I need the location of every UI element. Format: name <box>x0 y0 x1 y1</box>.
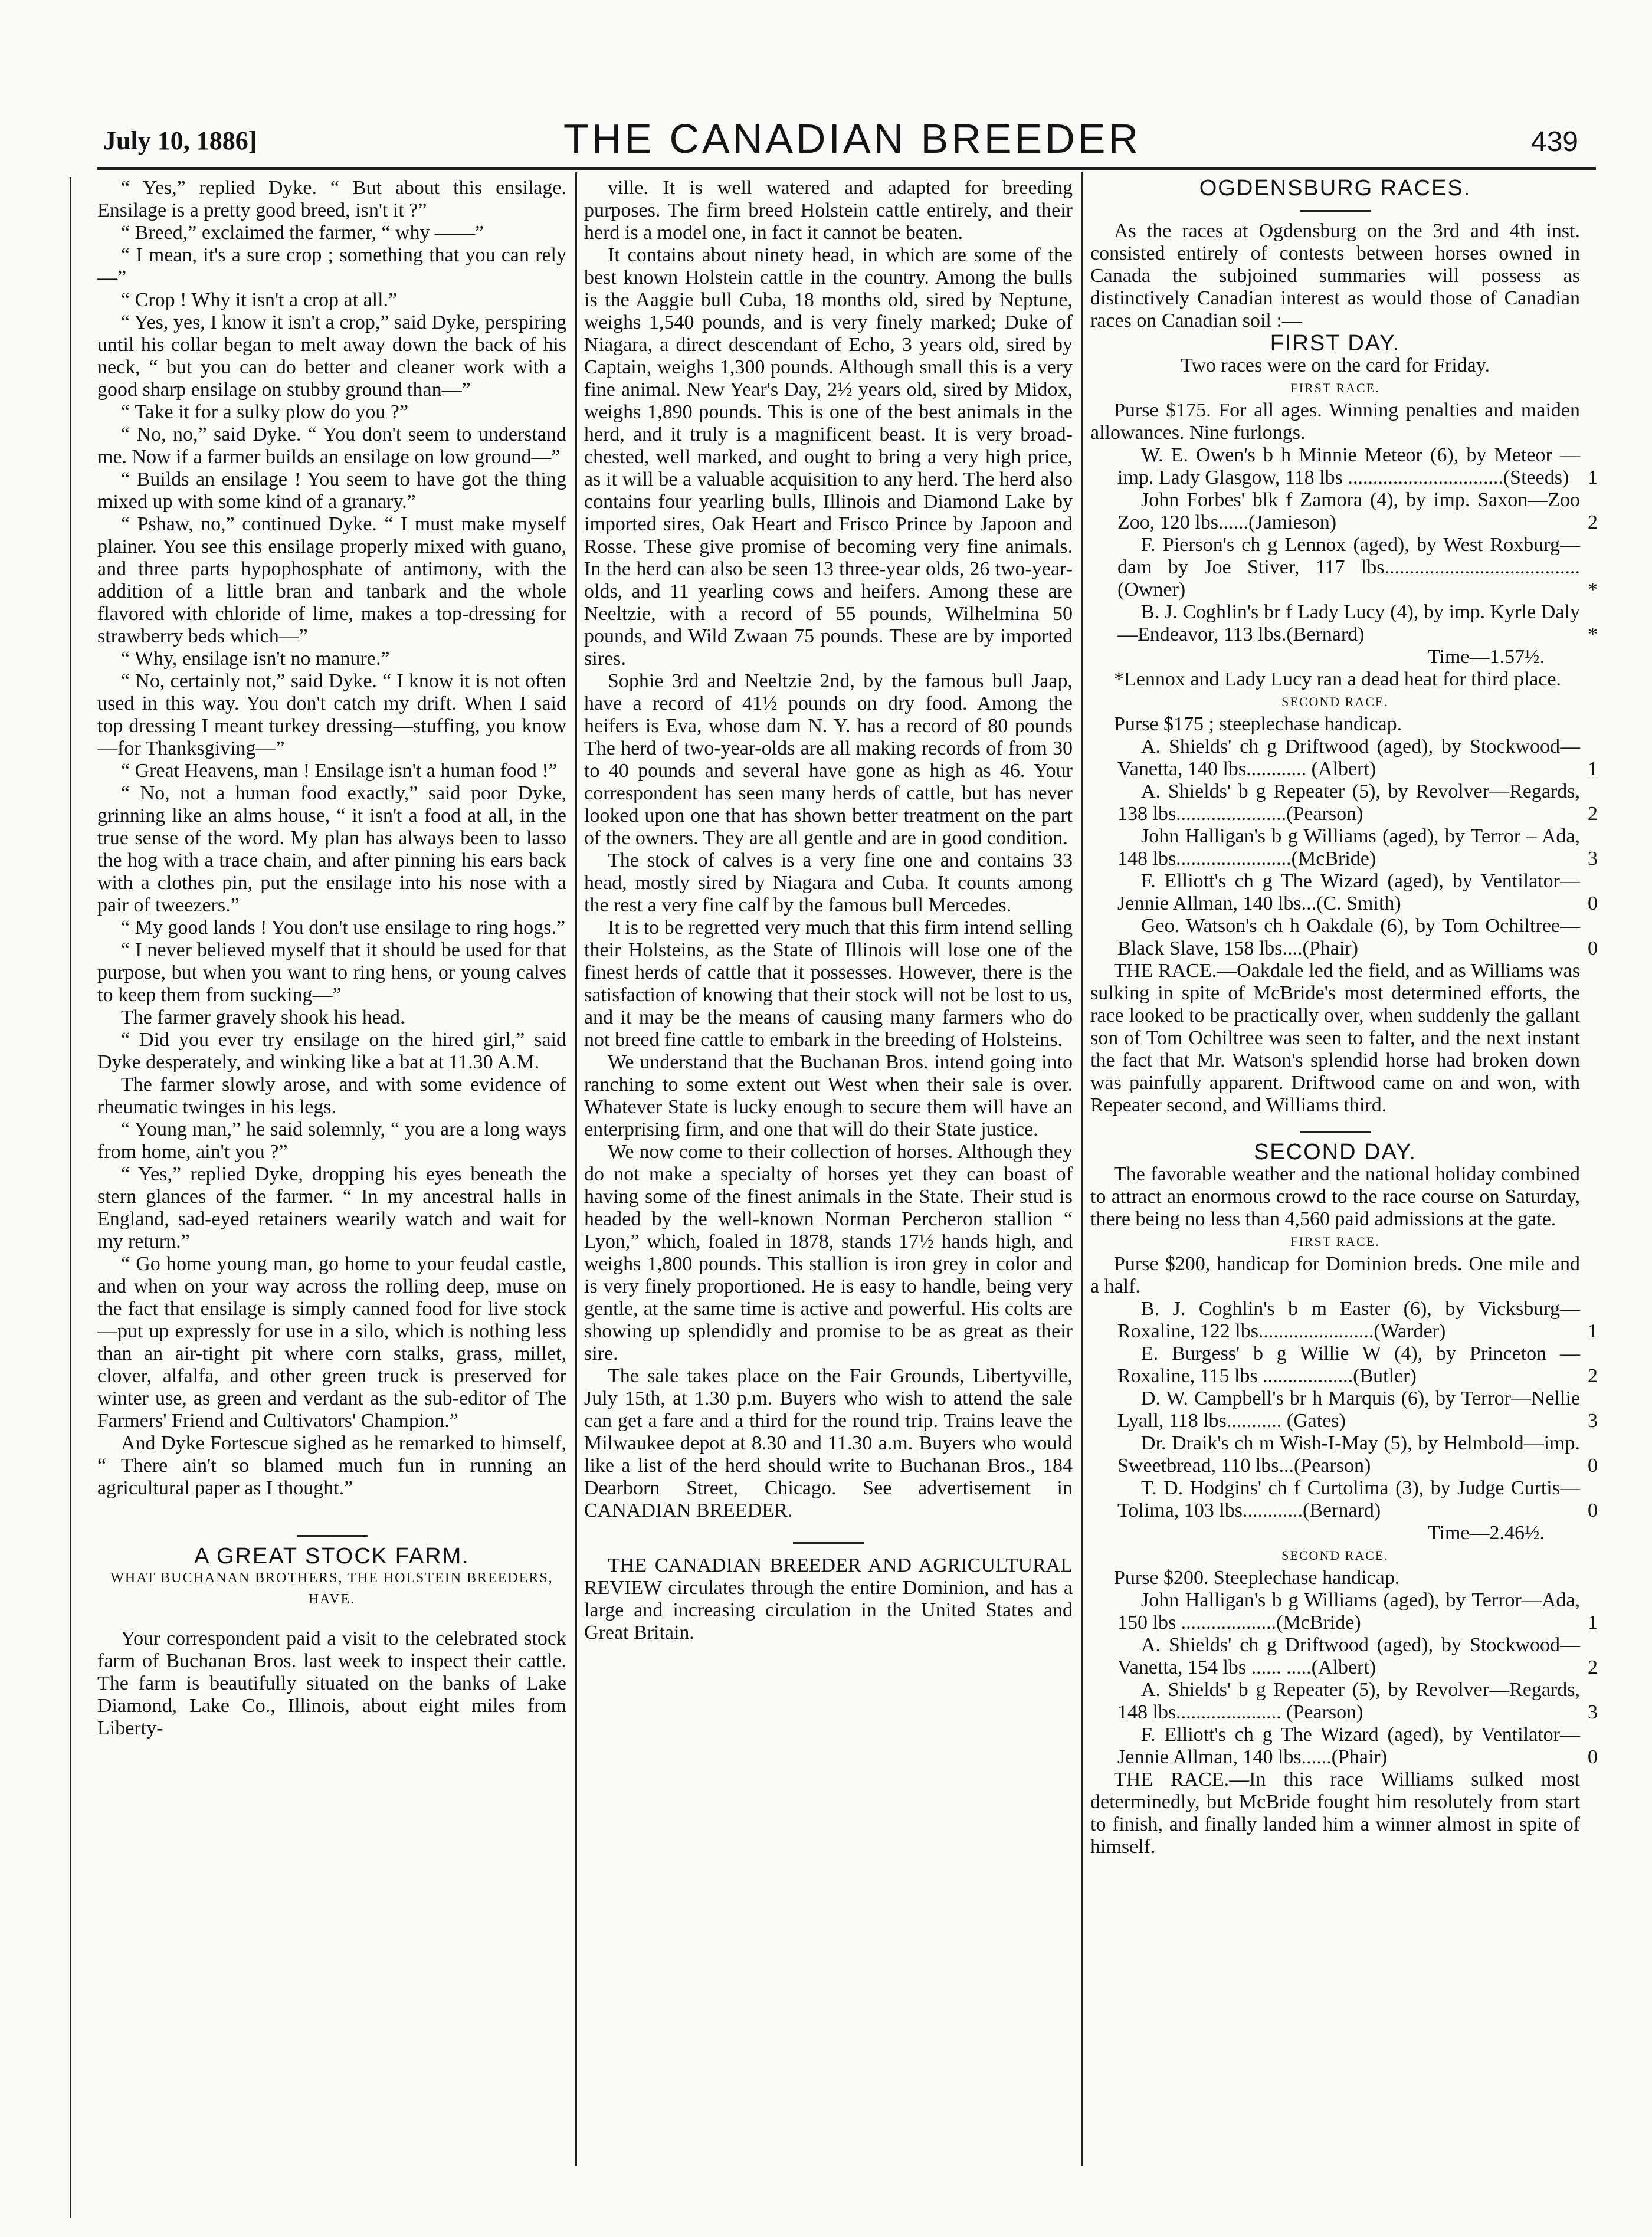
entry-text: A. Shields' b g Repeater (5), by Revolver—Regards, 148 lbs..................... (Pearson) <box>1117 1679 1580 1723</box>
paragraph: “ Breed,” exclaimed the farmer, “ why ——” <box>121 222 484 244</box>
race-entry <box>1090 825 1598 870</box>
column-2 <box>584 177 1073 1644</box>
race-label: FIRST RACE. <box>1290 381 1380 395</box>
finish-position: * <box>1588 624 1598 645</box>
paragraph: “ Take it for a sulky plow do you ?” <box>121 401 409 423</box>
section-divider <box>297 1535 368 1537</box>
column-rule-1 <box>575 172 577 2166</box>
page-header <box>103 115 1578 162</box>
paragraph: “ Crop ! Why it isn't a crop at all.” <box>121 289 398 311</box>
paragraph: The sale takes place on the Fair Grounds, Libertyville, July 15th, at 1.30 p.m. Buyers who wish to attend the sale can get a fare and a third for the round trip. Trains leave the Milwaukee depot at 8.30 and 11.30 a.m. Buyers who would like a list of the herd should write to Buchanan Bros., 184 Dearborn Street, Chicago. See advertisement in CANADIAN BREEDER. <box>584 1365 1073 1521</box>
paragraph: We now come to their collection of horses. Although they do not make a specialty of horses yet they can boast of having some of the finest animals in the State. Their stud is headed by the well-known Norman Percheron stallion “ Lyon,” which, foaled in 1878, stands 17½ hands high, and weighs 1,800 pounds. This stallion is iron grey in color and is very finely proportioned. He is easy to handle, being very gentle, at the same time is active and powerful. His colts are showing up splendidly and promise to be as great as their sire. <box>584 1141 1073 1364</box>
paragraph: “ Pshaw, no,” continued Dyke. “ I must make myself plainer. You see this ensilage properly mixed with guano, and three parts hypophosphate of antimony, with the addition of a little bran and tanbark and the whole flavored with chloride of lime, makes a top-dressing for strawberry beds which—” <box>97 513 566 647</box>
finish-position: 1 <box>1588 758 1598 780</box>
race-entry <box>1090 1388 1598 1432</box>
paragraph: “ Did you ever try ensilage on the hired girl,” said Dyke desperately, and winking like a bat at 11.30 A.M. <box>97 1029 566 1073</box>
finish-position: 0 <box>1588 937 1598 959</box>
race-conditions: Purse $175. For all ages. Winning penalties and maiden allowances. Nine furlongs. <box>1090 399 1580 444</box>
race-entry <box>1090 1634 1598 1679</box>
article-heading: A GREAT STOCK FARM. <box>194 1544 470 1569</box>
race-entry <box>1090 1724 1598 1769</box>
section-divider <box>1300 1131 1371 1133</box>
race-entry <box>1090 870 1598 915</box>
race-label: FIRST RACE. <box>1290 1234 1380 1249</box>
paragraph: Your correspondent paid a visit to the celebrated stock farm of Buchanan Bros. last week to inspect their cattle. The farm is beautifully situated on the banks of Lake Diamond, Lake Co., Illinois, about eight miles from Liberty- <box>97 1628 566 1739</box>
finish-position: 0 <box>1588 1500 1598 1521</box>
race-report-label: THE RACE. <box>1114 960 1217 982</box>
circulation-notice: THE CANADIAN BREEDER AND AGRICULTURAL REVIEW circulates through the entire Dominion, and has a large and increasing circulation in the United States and Great Britain. <box>584 1554 1073 1644</box>
finish-position: 3 <box>1588 1410 1598 1432</box>
race-entries <box>1090 1298 1598 1522</box>
entry-text: T. D. Hodgins' ch f Curtolima (3), by Judge Curtis—Tolima, 103 lbs............(Bernard) <box>1117 1477 1580 1521</box>
finish-position: 2 <box>1588 1657 1598 1678</box>
race-entry <box>1090 1432 1598 1477</box>
entry-text: John Halligan's b g Williams (aged), by Terror—Ada, 150 lbs ...................(McBride) <box>1117 1589 1580 1634</box>
section-divider <box>1300 210 1371 212</box>
paragraph: “ Yes,” replied Dyke. “ But about this ensilage. Ensilage is a pretty good breed, isn't it ?” <box>97 177 566 221</box>
entry-text: W. E. Owen's b h Minnie Meteor (6), by Meteor — imp. Lady Glasgow, 118 lbs ...............................(Steeds) <box>1117 444 1580 488</box>
finish-position: * <box>1588 579 1598 601</box>
finish-position: 0 <box>1588 893 1598 914</box>
race-entry <box>1090 1477 1598 1522</box>
entry-text: D. W. Campbell's br h Marquis (6), by Terror—Nellie Lyall, 118 lbs........... (Gates) <box>1117 1388 1580 1432</box>
race-report-label: THE RACE. <box>1114 1769 1230 1790</box>
race-time: Time—1.57½. <box>1427 646 1545 668</box>
article-body-continued <box>584 177 1073 1522</box>
paragraph: “ Great Heavens, man ! Ensilage isn't a human food !” <box>121 760 558 782</box>
finish-position: 2 <box>1588 511 1598 533</box>
article-deck: WHAT BUCHANAN BROTHERS, THE HOLSTEIN BREEDERS, HAVE. <box>110 1570 553 1607</box>
paragraph: “ Why, ensilage isn't no manure.” <box>121 648 390 670</box>
race-time: Time—2.46½. <box>1427 1522 1545 1544</box>
column-3 <box>1090 176 1598 1858</box>
paragraph: It is to be regretted very much that this firm intend selling their Holsteins, as the State of Illinois will lose one of the finest herds of cattle that it possesses. However, there is the satisfaction of knowing that their stock will not be lost to us, and it may be the means of causing many farmers who do not breed fine cattle to embark in the breeding of Holsteins. <box>584 917 1073 1051</box>
race-entries <box>1090 736 1598 960</box>
race-report-text: —In this race Williams sulked most determinedly, but McBride fought him resolutely from start to finish, and finally landed him a winner almost in spite of himself. <box>1090 1769 1580 1858</box>
race-conditions: Purse $175 ; steeplechase handicap. <box>1114 713 1402 735</box>
races-intro: As the races at Ogdensburg on the 3rd and 4th inst. consisted entirely of contests between horses owned in Canada the subjoined summaries will possess as distinctively Canadian interest as would those of Canadian races on Canadian soil :— <box>1090 220 1580 332</box>
entry-text: Dr. Draik's ch m Wish-I-May (5), by Helmbold—imp. Sweetbread, 110 lbs...(Pearson) <box>1117 1432 1580 1477</box>
race-entry <box>1090 780 1598 825</box>
race-entries <box>1090 444 1598 646</box>
race-entry <box>1090 1298 1598 1343</box>
second-day-note: The favorable weather and the national holiday combined to attract an enormous crowd to the race course on Saturday, there being no less than 4,560 paid admissions at the gate. <box>1090 1163 1580 1230</box>
entry-text: A. Shields' ch g Driftwood (aged), by Stockwood—Vanetta, 154 lbs ...... .....(Albert) <box>1117 1634 1580 1678</box>
article-body <box>97 1628 566 1740</box>
paragraph: “ No, no,” said Dyke. “ You don't seem to understand me. Now if a farmer builds an ensilage on low ground—” <box>97 424 566 468</box>
race-conditions: Purse $200, handicap for Dominion breds. One mile and a half. <box>1090 1253 1580 1297</box>
paragraph: It contains about ninety head, in which are some of the best known Holstein cattle in the country. Among the bulls is the Aaggie bull Cuba, 18 months old, sired by Neptune, weighs 1,540 pounds, and is very finely marked; Duke of Niagara, a direct descendant of Echo, 3 years old, sired by Captain, weighs 1,300 pounds. Although small this is a very fine animal. New Year's Day, 2½ years old, sired by Midox, weighs 1,890 pounds. This is one of the best animals in the herd, and it truly is a magnificent beast. It is very broad-chested, well marked, and ought to bring a very high price, as it will be a valuable acquisition to any herd. The herd also contains four yearling bulls, Illinois and Diamond Lake by imported sires, Oak Heart and Frisco Prince by Japoon and Rosse. These give promise of becoming very fine animals. In the herd can also be seen 13 three-year olds, 26 two-year-olds, and 11 yearling cows and heifers. Among these are Neeltzie, with a record of 55 pounds, Wilhelmina 50 pounds, and Wild Zwaan 75 pounds. These are by imported sires. <box>584 244 1073 670</box>
paragraph: “ I never believed myself that it should be used for that purpose, but when you want to ring hens, or young calves to keep them from sucking—” <box>97 939 566 1006</box>
paragraph: “ No, certainly not,” said Dyke. “ I know it is not often used in this way. You don't catch my drift. When I said top dressing I meant turkey dressing—stuffing, you know—for Thanksgiving—” <box>97 670 566 759</box>
paragraph: We understand that the Buchanan Bros. intend going into ranching to some extent out West when their sale is over. Whatever State is lucky enough to secure them will have an enterprising firm, and one that will do their State justice. <box>584 1051 1073 1140</box>
race-entry <box>1090 1679 1598 1724</box>
page-edge-line <box>70 177 71 2218</box>
races-heading: OGDENSBURG RACES. <box>1199 176 1471 201</box>
entry-text: A. Shields' ch g Driftwood (aged), by Stockwood—Vanetta, 140 lbs............ (Albert) <box>1117 736 1580 780</box>
paragraph: The stock of calves is a very fine one and contains 33 head, mostly sired by Niagara and Cuba. It counts among the rest a very fine calf by the famous bull Mercedes. <box>584 849 1073 916</box>
entry-text: E. Burgess' b g Willie W (4), by Princeton —Roxaline, 115 lbs ..................(Butler) <box>1117 1343 1580 1387</box>
column-rule-2 <box>1081 172 1083 2166</box>
race-entry <box>1090 601 1598 646</box>
entry-text: F. Elliott's ch g The Wizard (aged), by Ventilator—Jennie Allman, 140 lbs......(Phair) <box>1117 1724 1580 1768</box>
section-divider <box>793 1542 864 1544</box>
finish-position: 0 <box>1588 1455 1598 1477</box>
race-entry <box>1090 444 1598 489</box>
entry-text: John Halligan's b g Williams (aged), by Terror – Ada, 148 lbs.......................(McBride) <box>1117 825 1580 870</box>
paragraph: “ Young man,” he said solemnly, “ you are a long ways from home, ain't you ?” <box>97 1118 566 1163</box>
entry-text: A. Shields' b g Repeater (5), by Revolver—Regards, 138 lbs......................(Pearson) <box>1117 780 1580 825</box>
first-day-heading: FIRST DAY. <box>1270 331 1401 356</box>
paragraph: The farmer slowly arose, and with some evidence of rheumatic twinges in his legs. <box>97 1074 566 1118</box>
race-entry <box>1090 915 1598 960</box>
race-entry <box>1090 1589 1598 1634</box>
race-footnote: *Lennox and Lady Lucy ran a dead heat for third place. <box>1114 668 1562 690</box>
finish-position: 0 <box>1588 1746 1598 1768</box>
race-entry <box>1090 736 1598 780</box>
paragraph: Sophie 3rd and Neeltzie 2nd, by the famous bull Jaap, have a record of 41½ pounds on dry food. Among the heifers is Eva, whose dam N. Y. has a record of 80 pounds The herd of two-year-olds are all making records of from 30 to 40 pounds and several have gone as high as 46. Your correspondent has seen many herds of cattle, but has never looked upon one that has shown better treatment on the part of the owners. They are all gentle and are in good condition. <box>584 670 1073 849</box>
race-report <box>1090 960 1580 1117</box>
paragraph: The farmer gravely shook his head. <box>121 1006 405 1028</box>
column-1 <box>97 177 566 1740</box>
paragraph: “ I mean, it's a sure crop ; something that you can rely—” <box>97 244 566 288</box>
header-rule <box>97 167 1596 170</box>
entry-text: B. J. Coghlin's b m Easter (6), by Vicksburg—Roxaline, 122 lbs.......................(Warder) <box>1117 1298 1580 1342</box>
race-entry <box>1090 489 1598 534</box>
race-conditions: Purse $200. Steeplechase handicap. <box>1114 1567 1400 1589</box>
paragraph: “ Yes,” replied Dyke, dropping his eyes beneath the stern glances of the farmer. “ In my ancestral halls in England, sad-eyed retainers wearily watch and wait for my return.” <box>97 1163 566 1252</box>
race-label: SECOND RACE. <box>1281 694 1389 709</box>
story-continued <box>97 177 566 1500</box>
finish-position: 1 <box>1588 467 1598 488</box>
paragraph: “ No, not a human food exactly,” said poor Dyke, grinning like an alms house, “ it isn't a food at all, in the true sense of the word. My plan has always been to lasso the hog with a trace chain, and after pinning his ears back with a clothes pin, put the ensilage into his nose with a pair of tweezers.” <box>97 782 566 916</box>
paragraph: And Dyke Fortescue sighed as he remarked to himself, “ There ain't so blamed much fun in running an agricultural paper as I thought.” <box>97 1432 566 1499</box>
paragraph: “ Builds an ensilage ! You seem to have got the thing mixed up with some kind of a granary.” <box>97 468 566 513</box>
entry-text: John Forbes' blk f Zamora (4), by imp. Saxon—Zoo Zoo, 120 lbs......(Jamieson) <box>1117 489 1580 533</box>
finish-position: 3 <box>1588 848 1598 870</box>
race-report <box>1090 1769 1580 1858</box>
race-label: SECOND RACE. <box>1281 1548 1389 1563</box>
entry-text: F. Pierson's ch g Lennox (aged), by West Roxburg—dam by Joe Stiver, 117 lbs.......................................(Owner) <box>1117 534 1580 601</box>
paragraph: “ Yes, yes, I know it isn't a crop,” said Dyke, perspiring until his collar began to melt away down the back of his neck, “ but you can do better and cleaner work with a good sharp ensilage on stubby ground than—” <box>97 311 566 401</box>
entry-text: Geo. Watson's ch h Oakdale (6), by Tom Ochiltree—Black Slave, 158 lbs....(Phair) <box>1117 915 1580 959</box>
finish-position: 2 <box>1588 803 1598 825</box>
masthead: THE CANADIAN BREEDER <box>563 116 1142 162</box>
finish-position: 2 <box>1588 1365 1598 1387</box>
paragraph: “ My good lands ! You don't use ensilage to ring hogs.” <box>121 917 566 939</box>
first-day-note: Two races were on the card for Friday. <box>1180 355 1490 376</box>
race-report-text: —Oakdale led the field, and as Williams was sulking in spite of McBride's most determined efforts, the race looked to be practically over, when suddenly the gallant son of Tom Ochiltree was seen to falter, and the next instant the fact that Mr. Watson's splendid horse had broken down was painfully apparent. Driftwood came on and won, with Repeater second, and Williams third. <box>1090 960 1580 1116</box>
paragraph: “ Go home young man, go home to your feudal castle, and when on your way across the rolling deep, muse on the fact that ensilage is simply canned food for live stock—put up expressly for use in a silo, which is nothing less than an air-tight pit where corn stalks, grass, millet, clover, alfalfa, and other green truck is preserved for winter use, as green and verdant as the sub-editor of The Farmers' Friend and Cultivators' Champion.” <box>97 1253 566 1432</box>
entry-text: F. Elliott's ch g The Wizard (aged), by Ventilator—Jennie Allman, 140 lbs...(C. Smith) <box>1117 870 1580 914</box>
race-entry <box>1090 1343 1598 1388</box>
paragraph: ville. It is well watered and adapted for breeding purposes. The firm breed Holstein cattle entirely, and their herd is a model one, in fact it cannot be beaten. <box>584 177 1073 244</box>
issue-date: July 10, 1886] <box>103 126 257 155</box>
finish-position: 1 <box>1588 1612 1598 1634</box>
entry-text: B. J. Coghlin's br f Lady Lucy (4), by imp. Kyrle Daly—Endeavor, 113 lbs.(Bernard) <box>1117 601 1580 645</box>
second-day-heading: SECOND DAY. <box>1253 1140 1417 1165</box>
race-entry <box>1090 534 1598 601</box>
page-number: 439 <box>1530 126 1578 158</box>
finish-position: 1 <box>1588 1320 1598 1342</box>
race-entries <box>1090 1589 1598 1769</box>
finish-position: 3 <box>1588 1701 1598 1723</box>
